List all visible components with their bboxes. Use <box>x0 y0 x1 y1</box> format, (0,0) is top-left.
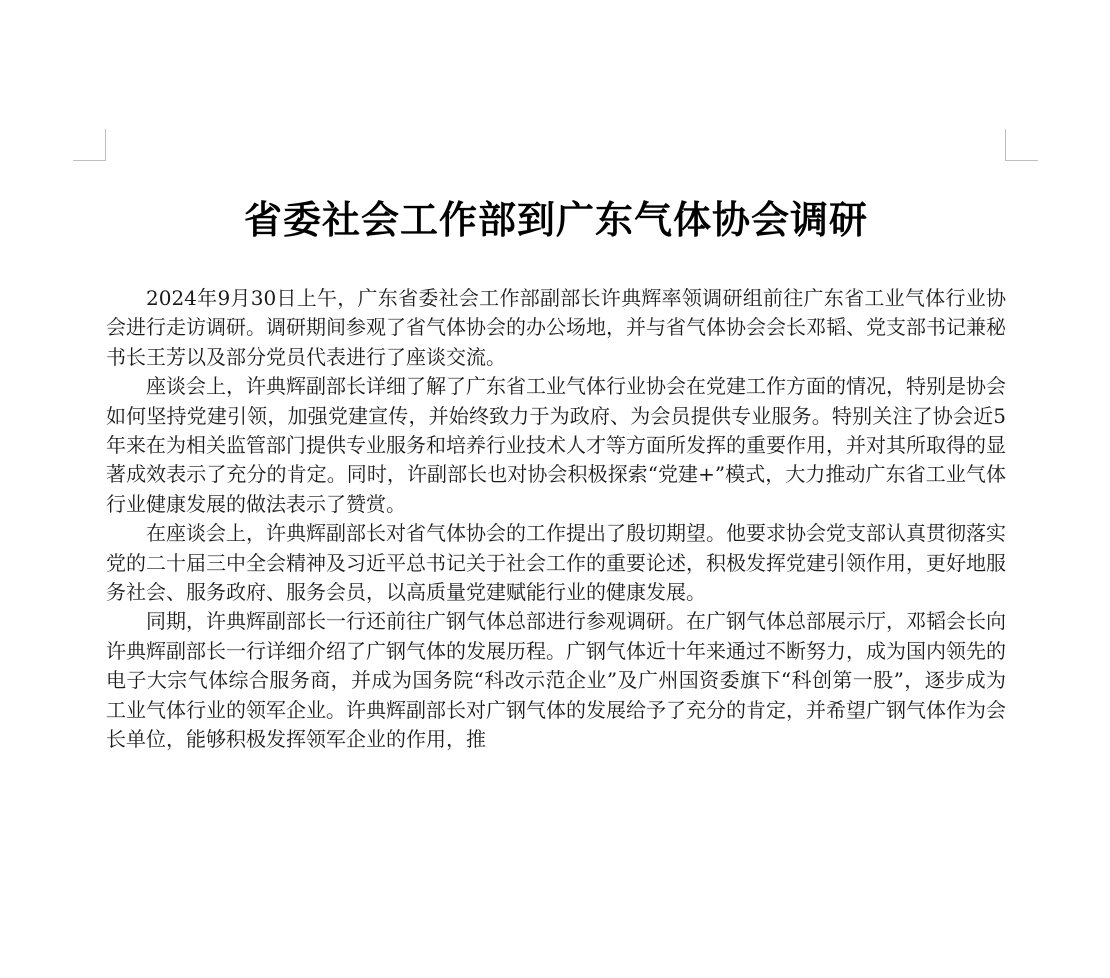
paragraph-1: 2024年9月30日上午，广东省委社会工作部副部长许典辉率领调研组前往广东省工业气体行业协会进行走访调研。调研期间参观了省气体协会的办公场地，并与省气体协会会长邓韬、党支部书记兼秘书长王芳以及部分党员代表进行了座谈交流。 <box>106 286 1006 369</box>
corner-mark-top-right-horizontal <box>1005 160 1038 161</box>
document-title: 省委社会工作部到广东气体协会调研 <box>243 198 868 242</box>
corner-mark-top-left-vertical <box>105 129 106 161</box>
corner-mark-top-left-horizontal <box>73 160 106 161</box>
document-body <box>106 284 1006 755</box>
paragraph-3: 在座谈会上，许典辉副部长对省气体协会的工作提出了殷切期望。他要求协会党支部认真贯彻落实党的二十届三中全会精神及习近平总书记关于社会工作的重要论述，积极发挥党建引领作用，更好地服务社会、服务政府、服务会员，以高质量党建赋能行业的健康发展。 <box>106 521 1006 605</box>
paragraph-4: 同期，许典辉副部长一行还前往广钢气体总部进行参观调研。在广钢气体总部展示厅，邓韬会长向许典辉副部长一行详细介绍了广钢气体的发展历程。广钢气体近十年来通过不断努力，成为国内领先的电子大宗气体综合服务商，并成为国务院“科改示范企业”及广州国资委旗下“科创第一股”，逐步成为工业气体行业的领军企业。许典辉副部长对广钢气体的发展给予了充分的肯定，并希望广钢气体作为会长单位，能够积极发挥领军企业的作用，推 <box>106 609 1006 752</box>
paragraph-2: 座谈会上，许典辉副部长详细了解了广东省工业气体行业协会在党建工作方面的情况，特别是协会如何坚持党建引领，加强党建宣传，并始终致力于为政府、为会员提供专业服务。特别关注了协会近5年来在为相关监管部门提供专业服务和培养行业技术人才等方面所发挥的重要作用，并对其所取得的显著成效表示了充分的肯定。同时，许副部长也对协会积极探索“党建+”模式，大力推动广东省工业气体行业健康发展的做法表示了赞赏。 <box>106 374 1006 516</box>
corner-mark-top-right-vertical <box>1005 129 1006 161</box>
